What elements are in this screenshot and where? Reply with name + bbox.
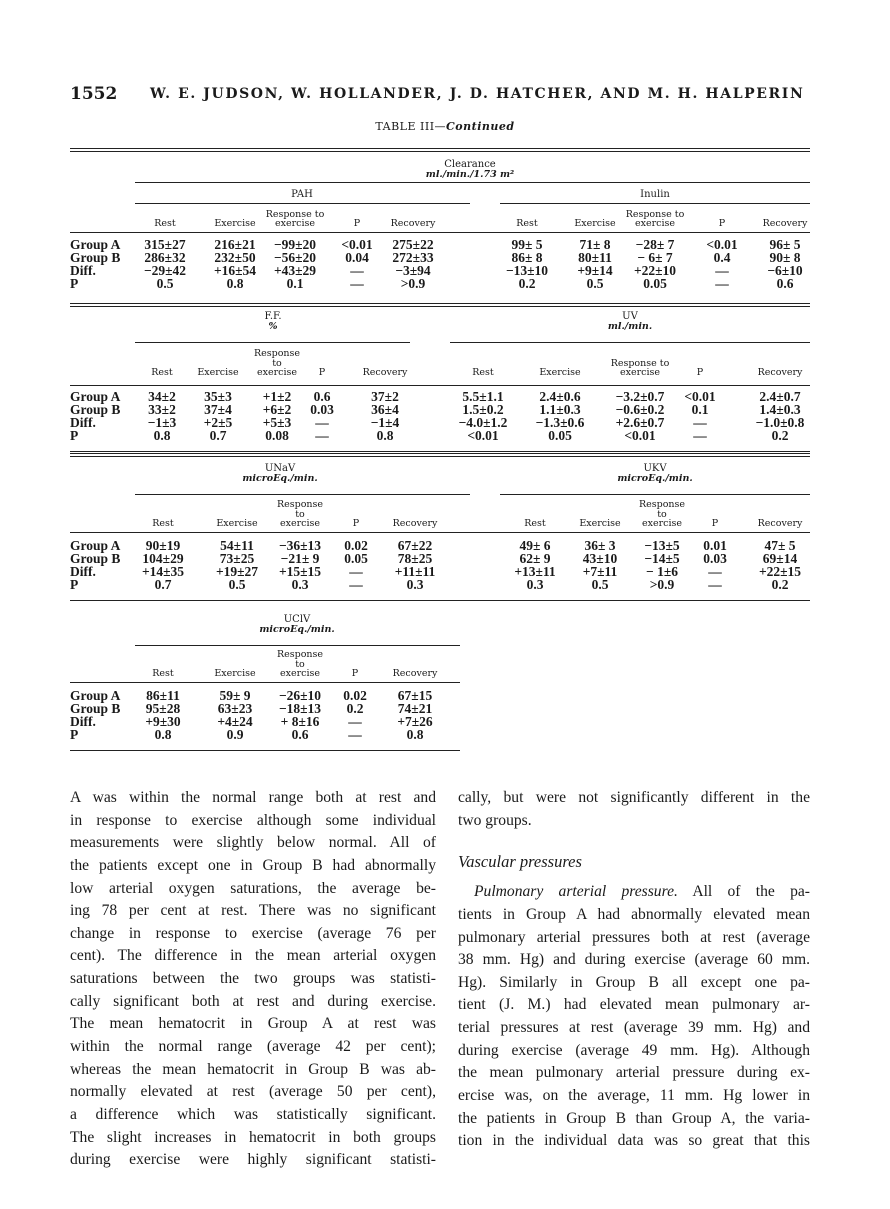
table-cell: — [348, 727, 362, 742]
text-line: low arterial oxygen saturations, the average be- [70, 879, 436, 897]
table-cell: 36±4 [371, 402, 399, 417]
column-header: to [295, 508, 305, 520]
row-label: Group B [70, 701, 121, 716]
table-cell: +6±2 [262, 402, 292, 417]
text-line: two groups. [458, 811, 532, 829]
table-cell: −21± 9 [280, 551, 320, 566]
column-header: Recovery [390, 218, 436, 229]
table-cell: +11±11 [394, 564, 436, 579]
table-cell: −18±13 [278, 701, 322, 716]
table-cell: +16±54 [213, 263, 257, 278]
column-header: P [318, 367, 326, 378]
panel-title: UKV [643, 463, 667, 474]
table-cell: 0.02 [343, 688, 367, 703]
rule [70, 453, 810, 457]
panel-title: Inulin [640, 189, 670, 200]
table-cell: 0.2 [771, 428, 789, 443]
table-cell: +2.6±0.7 [615, 415, 665, 430]
table-cell: 286±32 [144, 250, 186, 265]
table-cell: +4±24 [217, 714, 253, 729]
column-header: exercise [275, 218, 315, 229]
table-cell: +1±2 [262, 389, 292, 404]
rule [70, 232, 810, 233]
table-cell: 0.6 [776, 276, 794, 291]
text-line: during exercise (average 49 mm. Hg). Although [458, 1041, 810, 1059]
body-left-column [70, 787, 436, 1172]
table-cell: +19±27 [215, 564, 259, 579]
super-title: Clearance [444, 159, 496, 170]
column-header: to [272, 357, 282, 369]
table-cell: 86± 8 [511, 250, 543, 265]
table-cell: <0.01 [467, 428, 499, 443]
column-header: P [351, 668, 359, 679]
table-cell: 63±23 [217, 701, 253, 716]
table-cell: 0.7 [154, 577, 172, 592]
table-cell: 0.2 [518, 276, 536, 291]
table-cell: 0.5 [228, 577, 246, 592]
text-line: The slight increases in hematocrit in both groups [70, 1128, 436, 1146]
text-line: the patients except one in Group B had abnormally [70, 856, 436, 874]
table-cell: 86±11 [146, 688, 180, 703]
table-cell: — [315, 415, 329, 430]
rule [135, 182, 810, 183]
row-label: Diff. [70, 263, 96, 278]
table-cell: — [693, 428, 707, 443]
table-cell: <0.01 [684, 389, 716, 404]
table-cell: 54±11 [220, 538, 254, 553]
table-cell: 80±11 [578, 250, 612, 265]
table-cell: 0.8 [226, 276, 244, 291]
table-cell: −1.3±0.6 [535, 415, 585, 430]
rule [500, 203, 810, 204]
table-cell: 37±2 [371, 389, 399, 404]
text-line: during exercise were highly significant statisti- [70, 1151, 436, 1169]
text-line: terial pressures at rest (average 39 mm. Hg) and [458, 1019, 810, 1037]
column-header: Rest [151, 367, 173, 378]
text-line: Hg). Similarly in Group B all except one pa- [458, 973, 810, 991]
column-header: to [657, 508, 667, 520]
table-cell: −0.6±0.2 [615, 402, 665, 417]
table-cell: 71± 8 [579, 237, 611, 252]
column-header: Recovery [762, 218, 808, 229]
row-label: Group A [70, 538, 121, 553]
panel-title: UNaV [264, 463, 296, 474]
table-cell: −4.0±1.2 [458, 415, 508, 430]
rule [70, 451, 810, 452]
table-cell: +2±5 [203, 415, 233, 430]
table-cell: +14±35 [141, 564, 185, 579]
row-label: Group A [70, 688, 121, 703]
text-line: tient (J. M.) had elevated mean pulmonary ar- [458, 996, 810, 1014]
table-cell: 0.02 [344, 538, 368, 553]
row-label: Group B [70, 551, 121, 566]
table-cell: +43±29 [273, 263, 317, 278]
panel-units: microEq./min. [617, 473, 693, 484]
column-header: Response to [265, 208, 325, 220]
table-cell: +15±15 [278, 564, 322, 579]
table-cell: 0.8 [153, 428, 171, 443]
table-cell: 2.4±0.6 [539, 389, 581, 404]
rule [70, 303, 810, 307]
rule [135, 494, 470, 495]
column-header: P [711, 518, 719, 529]
table-cell: 0.5 [156, 276, 174, 291]
panel-title: UClV [283, 614, 311, 625]
table-cell: 216±21 [214, 237, 256, 252]
table-cell: 0.2 [346, 701, 364, 716]
column-header: Response [638, 499, 686, 510]
row-label: Diff. [70, 564, 96, 579]
text-line: cent). The difference in the mean arterial oxygen [70, 947, 436, 965]
rule [450, 342, 810, 343]
table-cell: — [715, 276, 729, 291]
rule [70, 532, 810, 533]
page-number: 1552 [70, 84, 118, 104]
table-cell: 272±33 [392, 250, 434, 265]
column-header: Response [276, 649, 324, 660]
table-cell: 99± 5 [511, 237, 543, 252]
column-header: P [718, 218, 726, 229]
column-header: Recovery [362, 367, 408, 378]
column-header: exercise [280, 518, 320, 529]
text-line: saturations between the two groups was statisti- [70, 970, 436, 988]
super-units: ml./min./1.73 m² [425, 169, 515, 180]
column-header: Rest [154, 218, 176, 229]
row-label: Group B [70, 250, 121, 265]
table-cell: 0.8 [406, 727, 424, 742]
table-cell: 69±14 [762, 551, 798, 566]
table-cell: 62± 9 [519, 551, 551, 566]
table-cell: 0.1 [286, 276, 304, 291]
table-cell: 0.5 [591, 577, 609, 592]
column-header: Rest [472, 367, 494, 378]
running-header-authors: W. E. JUDSON, W. HOLLANDER, J. D. HATCHER, AND M. H. HALPERIN [150, 86, 805, 102]
table-cell: 47± 5 [764, 538, 796, 553]
table-cell: −13±5 [644, 538, 680, 553]
rule [70, 682, 460, 683]
table-cell: 34±2 [148, 389, 176, 404]
table-cell: — [349, 577, 363, 592]
table-cell: >0.9 [400, 276, 426, 291]
table-cell: — [350, 276, 364, 291]
table-cell: — [693, 415, 707, 430]
table-cell: 96± 5 [769, 237, 801, 252]
panel-units: ml./min. [607, 321, 653, 332]
row-label: P [70, 276, 79, 291]
table-cell: 73±25 [219, 551, 255, 566]
column-header: Rest [152, 668, 174, 679]
table-cell: 0.04 [345, 250, 369, 265]
table-cell: −56±20 [273, 250, 317, 265]
table-continued: Continued [446, 120, 515, 133]
panel-units: microEq./min. [242, 473, 318, 484]
text-line [458, 881, 810, 904]
paragraph-first-line: All of the pa- [692, 883, 810, 901]
table-cell: <0.01 [341, 237, 373, 252]
table-cell: 0.03 [310, 402, 334, 417]
table-cell: 95±28 [145, 701, 181, 716]
column-header: Exercise [214, 668, 256, 679]
table-cell: +9±30 [145, 714, 181, 729]
table-cell: +5±3 [262, 415, 292, 430]
table-cell: −3±94 [395, 263, 431, 278]
table-cell: +9±14 [577, 263, 613, 278]
table-cell: − 6± 7 [637, 250, 673, 265]
paragraph-lead: Pulmonary arterial pressure. [474, 883, 678, 901]
column-header: Response [276, 499, 324, 510]
rule [70, 750, 460, 751]
table-cell: −1±4 [370, 415, 400, 430]
table-cell: −36±13 [278, 538, 322, 553]
rule [500, 494, 810, 495]
table-cell: 43±10 [582, 551, 618, 566]
table-cell: −1.0±0.8 [755, 415, 805, 430]
table-cell: 0.8 [376, 428, 394, 443]
table-cell: 275±22 [392, 237, 434, 252]
text-line: tients in Group A had abnormally elevated mean [458, 905, 810, 923]
table-cell: −29±42 [143, 263, 187, 278]
row-label: P [70, 428, 79, 443]
column-header: Exercise [214, 218, 256, 229]
table-cell: — [350, 263, 364, 278]
row-label: Diff. [70, 714, 96, 729]
text-line: whereas the mean hematocrit in Group B was ab- [70, 1060, 436, 1078]
column-header: Recovery [392, 668, 438, 679]
column-header: exercise [635, 218, 675, 229]
table-cell: +7±26 [397, 714, 433, 729]
table-cell: 90± 8 [769, 250, 801, 265]
row-label: Diff. [70, 415, 96, 430]
text-line: tion in the individual data was so great that this [458, 1132, 810, 1150]
table-cell: 59± 9 [219, 688, 251, 703]
table-cell: 0.2 [771, 577, 789, 592]
table-cell: 232±50 [214, 250, 256, 265]
text-line: pulmonary arterial pressures both at rest (average [458, 928, 810, 946]
column-header: Response to [625, 208, 685, 220]
column-header: exercise [257, 367, 297, 378]
table-cell: 67±15 [397, 688, 433, 703]
table-cell: 0.3 [406, 577, 424, 592]
rule [70, 148, 810, 152]
text-line: 38 mm. Hg) and during exercise (average 60 mm. [458, 951, 810, 969]
table-cell: +7±11 [582, 564, 618, 579]
table-cell: − 1±6 [646, 564, 678, 579]
column-header: Recovery [757, 367, 803, 378]
table-cell: 0.5 [586, 276, 604, 291]
table-cell: 36± 3 [584, 538, 616, 553]
row-label: Group A [70, 389, 121, 404]
table-label: TABLE III— [375, 120, 447, 133]
table-cell: −3.2±0.7 [615, 389, 665, 404]
column-header: Exercise [574, 218, 616, 229]
table-cell: 49± 6 [519, 538, 551, 553]
table-cell: — [715, 263, 729, 278]
table-cell: +22±15 [758, 564, 802, 579]
table-cell: 74±21 [397, 701, 433, 716]
rule [135, 342, 410, 343]
table-cell: 5.5±1.1 [462, 389, 504, 404]
column-header: exercise [280, 668, 320, 679]
text-line: The mean hematocrit in Group A at rest was [70, 1015, 436, 1033]
column-header: Recovery [392, 518, 438, 529]
text-line: the patients in Group B than Group A, the varia- [458, 1109, 810, 1127]
table-cell: — [708, 577, 722, 592]
table-cell: 90±19 [145, 538, 181, 553]
table-cell: — [348, 714, 362, 729]
table-cell: — [315, 428, 329, 443]
table-cell: −14±5 [644, 551, 680, 566]
column-header: Rest [516, 218, 538, 229]
table-cell: 78±25 [397, 551, 433, 566]
table-cell: 0.3 [291, 577, 309, 592]
text-line: change in response to exercise (average 76 per [70, 924, 436, 942]
column-header: exercise [620, 367, 660, 378]
table-cell: <0.01 [624, 428, 656, 443]
column-header: Response to [610, 357, 670, 369]
table-cell: −1±3 [147, 415, 177, 430]
text-line: A was within the normal range both at rest and [70, 789, 436, 806]
table-cell: +22±10 [633, 263, 677, 278]
rule [70, 385, 810, 386]
table-cell: — [708, 564, 722, 579]
text-line: in response to exercise although some individual [70, 811, 436, 829]
column-header: exercise [642, 518, 682, 529]
text-line: within the normal range (average 42 per cent); [70, 1038, 436, 1056]
row-label: Group A [70, 237, 121, 252]
text-line: ercise was, on the average, 11 mm. Hg lower in [458, 1087, 810, 1105]
row-label: Group B [70, 402, 121, 417]
table-cell: 0.6 [291, 727, 309, 742]
panel-units: % [268, 321, 278, 332]
text-line: ing 78 per cent at rest. There was no significant [70, 902, 436, 920]
column-header: P [353, 218, 361, 229]
table-cell: −28± 7 [635, 237, 675, 252]
table-cell: 0.01 [703, 538, 727, 553]
table-cell: 1.4±0.3 [759, 402, 801, 417]
table-cell: +13±11 [514, 564, 556, 579]
panel-units: microEq./min. [259, 624, 335, 635]
column-header: Rest [152, 518, 174, 529]
table-cell: −6±10 [767, 263, 803, 278]
table-cell: 33±2 [148, 402, 176, 417]
text-line: a difference which was statistically significant. [70, 1105, 436, 1123]
text-line: the mean pulmonary arterial pressure during ex- [458, 1064, 810, 1082]
text-line: cally significant both at rest and during exercise. [70, 992, 436, 1010]
column-header: Exercise [579, 518, 621, 529]
row-label: P [70, 727, 79, 742]
table-cell: 0.4 [713, 250, 731, 265]
column-header: to [295, 658, 305, 670]
column-header: Response [253, 348, 301, 359]
table-cell: −26±10 [278, 688, 322, 703]
rule [135, 645, 460, 646]
table-cell: — [349, 564, 363, 579]
panel-title: F.F. [264, 311, 282, 322]
table-cell: −99±20 [273, 237, 317, 252]
text-line: cally, but were not significantly different in the [458, 789, 810, 806]
table-cell: 0.05 [643, 276, 667, 291]
table-title [0, 120, 890, 133]
table-cell: 37±4 [204, 402, 232, 417]
column-header: Rest [524, 518, 546, 529]
table-cell: 0.03 [703, 551, 727, 566]
table-cell: 315±27 [144, 237, 186, 252]
column-header: P [696, 367, 704, 378]
table-cell: 1.5±0.2 [462, 402, 504, 417]
row-label: P [70, 577, 79, 592]
table-cell: + 8±16 [280, 714, 320, 729]
section-heading: Vascular pressures [458, 852, 582, 872]
table-cell: −13±10 [505, 263, 549, 278]
rule [70, 600, 810, 601]
table-cell: 104±29 [142, 551, 184, 566]
table-cell: <0.01 [706, 237, 738, 252]
column-header: Recovery [757, 518, 803, 529]
table-cell: 0.6 [313, 389, 331, 404]
panel-title: PAH [291, 189, 313, 200]
column-header: Exercise [197, 367, 239, 378]
table-cell: 0.05 [344, 551, 368, 566]
table-cell: >0.9 [649, 577, 675, 592]
table-cell: 35±3 [204, 389, 232, 404]
table-cell: 0.1 [691, 402, 709, 417]
table-cell: 0.05 [548, 428, 572, 443]
text-line: normally elevated at rest (average 50 per cent), [70, 1083, 436, 1101]
column-header: P [352, 518, 360, 529]
panel-title: UV [622, 311, 638, 322]
body-right-column [458, 787, 810, 1150]
table-cell: 2.4±0.7 [759, 389, 801, 404]
column-header: Exercise [216, 518, 258, 529]
column-header: Exercise [539, 367, 581, 378]
table-cell: 0.8 [154, 727, 172, 742]
text-line: measurements were slightly below normal. All of [70, 834, 436, 852]
table-cell: 0.7 [209, 428, 227, 443]
table-cell: 0.9 [226, 727, 244, 742]
rule [135, 203, 470, 204]
table-cell: 67±22 [397, 538, 433, 553]
table-cell: 1.1±0.3 [539, 402, 581, 417]
table-cell: 0.08 [265, 428, 289, 443]
table-cell: 0.3 [526, 577, 544, 592]
